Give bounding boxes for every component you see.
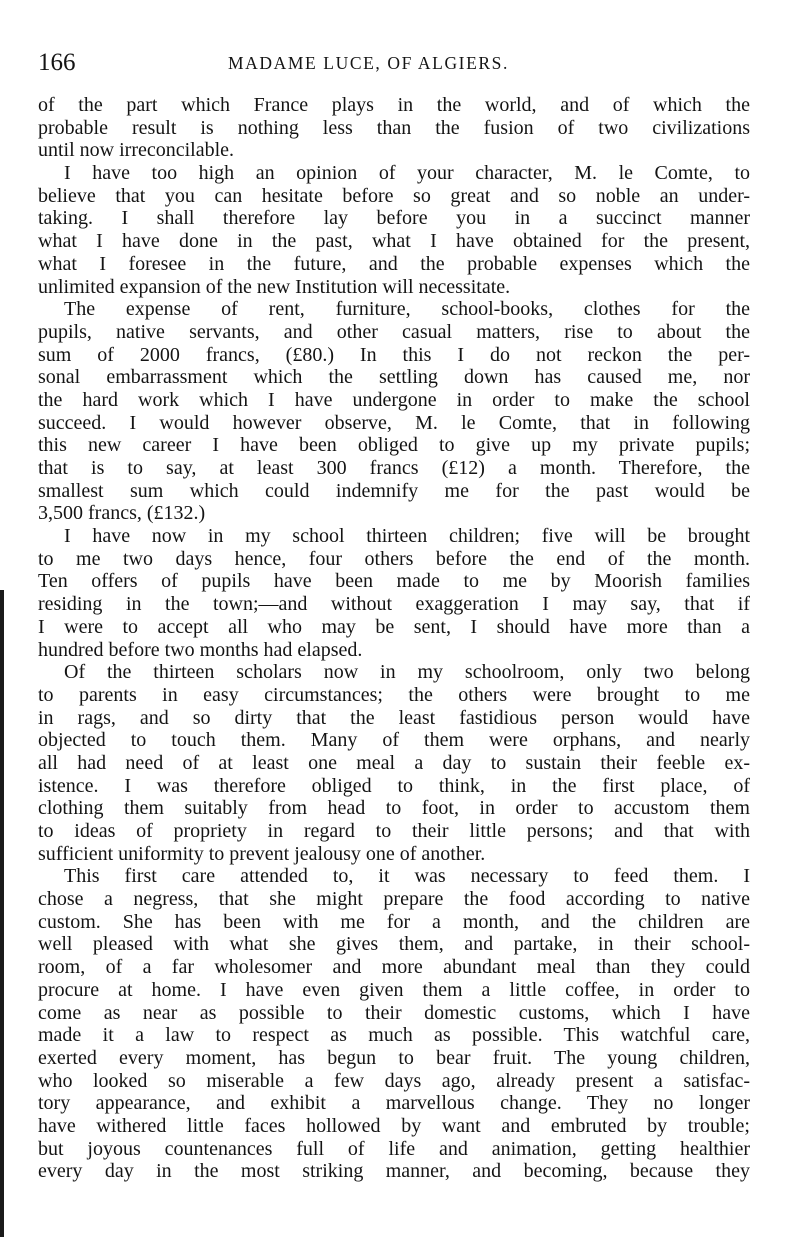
text-line: who looked so miserable a few days ago, already present a satisfac- xyxy=(38,1069,750,1092)
text-line: objected to touch them. Many of them were orphans, and nearly xyxy=(38,729,750,752)
text-line: tory appearance, and exhibit a marvellous change. They no longer xyxy=(38,1092,750,1115)
text-line: well pleased with what she gives them, and partake, in their school- xyxy=(38,933,750,956)
text-line: taking. I shall therefore lay before you in a succinct manner xyxy=(38,207,750,230)
text-line: The expense of rent, furniture, school-books, clothes for the xyxy=(64,298,750,321)
text-line: what I foresee in the future, and the probable expenses which the xyxy=(38,252,750,275)
text-line: residing in the town;—and without exaggeration I may say, that if xyxy=(38,593,750,616)
text-line: have withered little faces hollowed by want and embruted by trouble; xyxy=(38,1114,750,1137)
text-line: but joyous countenances full of life and animation, getting healthier xyxy=(38,1137,750,1160)
text-line: the hard work which I have undergone in order to make the school xyxy=(38,388,750,411)
text-line: Of the thirteen scholars now in my schoolroom, only two belong xyxy=(64,661,750,684)
text-line: to me two days hence, four others before the end of the month. xyxy=(38,547,750,570)
text-line: I were to accept all who may be sent, I should have more than a xyxy=(38,615,750,638)
body-text xyxy=(38,94,750,1183)
text-line: I have now in my school thirteen children; five will be brought xyxy=(64,525,750,548)
text-line: room, of a far wholesomer and more abundant meal than they could xyxy=(38,956,750,979)
text-line: to ideas of propriety in regard to their little persons; and that with xyxy=(38,820,750,842)
text-line: hundred before two months had elapsed. xyxy=(38,638,363,661)
text-line: that is to say, at least 300 francs (£12) a month. Therefore, the xyxy=(38,457,750,479)
text-line: come as near as possible to their domestic customs, which I have xyxy=(38,1001,750,1024)
text-line: this new career I have been obliged to give up my private pupils; xyxy=(38,434,750,457)
text-line: smallest sum which could indemnify me for the past would be xyxy=(38,479,750,502)
running-title: MADAME LUCE, OF ALGIERS. xyxy=(228,53,509,73)
text-line: istence. I was therefore obliged to think, in the first place, of xyxy=(38,774,750,797)
text-line: exerted every moment, has begun to bear fruit. The young children, xyxy=(38,1046,750,1069)
text-line: made it a law to respect as much as possible. This watchful care, xyxy=(38,1024,750,1047)
text-line: every day in the most striking manner, and becoming, because they xyxy=(38,1160,750,1183)
text-line: to parents in easy circumstances; the others were brought to me xyxy=(38,683,750,706)
text-line: clothing them suitably from head to foot, in order to accustom them xyxy=(38,797,750,820)
text-line: custom. She has been with me for a month, and the children are xyxy=(38,910,750,933)
text-line: sum of 2000 francs, (£80.) In this I do not reckon the per- xyxy=(38,343,750,366)
text-line: in rags, and so dirty that the least fastidious person would have xyxy=(38,706,750,729)
page-number: 166 xyxy=(38,49,76,76)
text-line: succeed. I would however observe, M. le Comte, that in following xyxy=(38,411,750,434)
text-line: sonal embarrassment which the settling down has caused me, nor xyxy=(38,366,750,389)
text-line: I have too high an opinion of your character, M. le Comte, to xyxy=(64,162,750,185)
text-line: sufficient uniformity to prevent jealousy one of another. xyxy=(38,842,486,865)
binding-edge xyxy=(0,590,4,1237)
text-line: all had need of at least one meal a day to sustain their feeble ex- xyxy=(38,751,750,774)
text-line: unlimited expansion of the new Institution will necessitate. xyxy=(38,275,511,298)
text-line: chose a negress, that she might prepare the food according to native xyxy=(38,888,750,911)
text-line: probable result is nothing less than the fusion of two civilizations xyxy=(38,116,750,139)
text-line: pupils, native servants, and other casual matters, rise to about the xyxy=(38,320,750,343)
text-line: procure at home. I have even given them a little coffee, in order to xyxy=(38,978,750,1001)
text-line: until now irreconcilable. xyxy=(38,139,235,162)
text-line: of the part which France plays in the world, and of which the xyxy=(38,94,750,116)
text-line: believe that you can hesitate before so great and so noble an under- xyxy=(38,184,750,207)
text-line: Ten offers of pupils have been made to me by Moorish families xyxy=(38,570,750,593)
text-line: This first care attended to, it was necessary to feed them. I xyxy=(64,865,750,888)
text-line: what I have done in the past, what I have obtained for the present, xyxy=(38,230,750,253)
running-head xyxy=(38,46,750,80)
text-line: 3,500 francs, (£132.) xyxy=(38,502,206,525)
